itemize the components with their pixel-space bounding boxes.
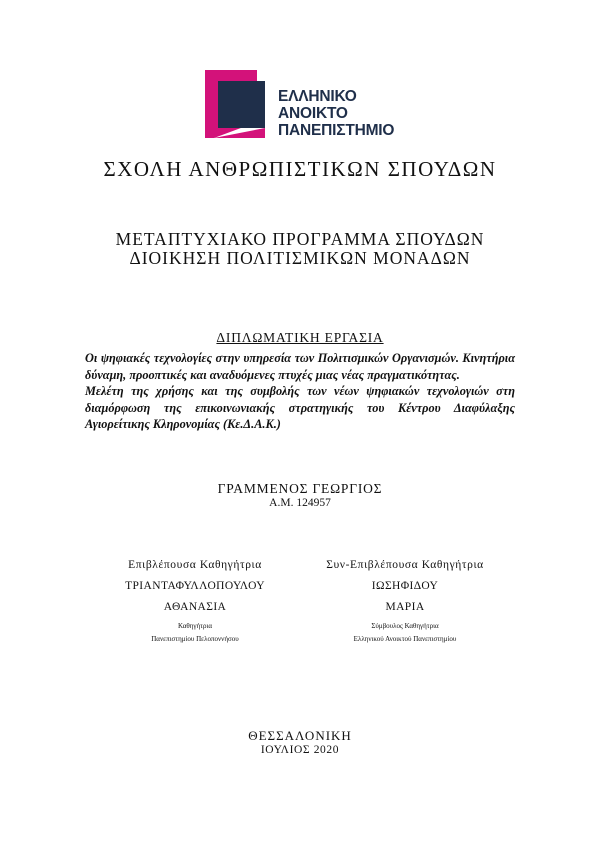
logo-line-2: ΑΝΟΙΚΤΟ: [278, 105, 348, 122]
date: ΙΟΥΛΙΟΣ 2020: [260, 744, 340, 756]
logo-line-3: ΠΑΝΕΠΙΣΤΗΜΙΟ: [278, 122, 395, 139]
supervisor-role: Επιβλέπουσα Καθηγήτρια: [128, 559, 262, 571]
co-supervisor-title: Σύμβουλος Καθηγήτρια: [371, 622, 439, 630]
thesis-subtitle: Μελέτη της χρήσης και της συμβολής των νέων ψηφιακών τεχνολογιών στη διαμόρφωση της επικοινωνιακής στρατηγικής του Κέντρου Διαφύλαξης Αγιορείτικης Κληρονομίας (Κε.Δ.Α.Κ.): [85, 384, 515, 431]
logo-line-1: ΕΛΛΗΝΙΚΟ: [278, 88, 357, 105]
thesis-heading: ΔΙΠΛΩΜΑΤΙΚΗ ΕΡΓΑΣΙΑ: [216, 330, 384, 345]
supervisor-firstname: ΑΘΑΝΑΣΙΑ: [163, 601, 227, 613]
program-title-line-2: ΔΙΟΙΚΗΣΗ ΠΟΛΙΤΙΣΜΙΚΩΝ ΜΟΝΑΔΩΝ: [129, 248, 471, 268]
supervisor-title: Καθηγήτρια: [177, 622, 213, 630]
university-logo: [205, 70, 395, 140]
co-supervisor-role: Συν-Επιβλέπουσα Καθηγήτρια: [326, 559, 484, 571]
student-id: Α.Μ. 124957: [269, 497, 331, 509]
program-title-line-1: ΜΕΤΑΠΤΥΧΙΑΚΟ ΠΡΟΓΡΑΜΜΑ ΣΠΟΥΔΩΝ: [115, 229, 485, 249]
co-supervisor-firstname: ΜΑΡΙΑ: [385, 601, 425, 613]
thesis-titles: [85, 350, 515, 433]
co-supervisor-surname: ΙΩΣΗΦΙΔΟΥ: [371, 580, 439, 592]
school-name: ΣΧΟΛΗ ΑΝΘΡΩΠΙΣΤΙΚΩΝ ΣΠΟΥΔΩΝ: [103, 157, 497, 181]
co-supervisor-institution: Ελληνικού Ανοικτού Πανεπιστημίου: [353, 635, 457, 643]
place: ΘΕΣΣΑΛΟΝΙΚΗ: [248, 728, 352, 743]
supervisor-institution: Πανεπιστημίου Πελοποννήσου: [151, 635, 239, 643]
logo-emblem-icon: [205, 70, 267, 138]
supervisor-surname: ΤΡΙΑΝΤΑΦΥΛΛΟΠΟΥΛΟΥ: [125, 580, 265, 592]
thesis-title: Οι ψηφιακές τεχνολογίες στην υπηρεσία των Πολιτισμικών Οργανισμών. Κινητήρια δύναμη, προοπτικές και αναδυόμενες πτυχές μιας νέας πραγματικότητας.: [85, 351, 515, 382]
author-name: ΓΡΑΜΜΕΝΟΣ ΓΕΩΡΓΙΟΣ: [217, 481, 383, 496]
